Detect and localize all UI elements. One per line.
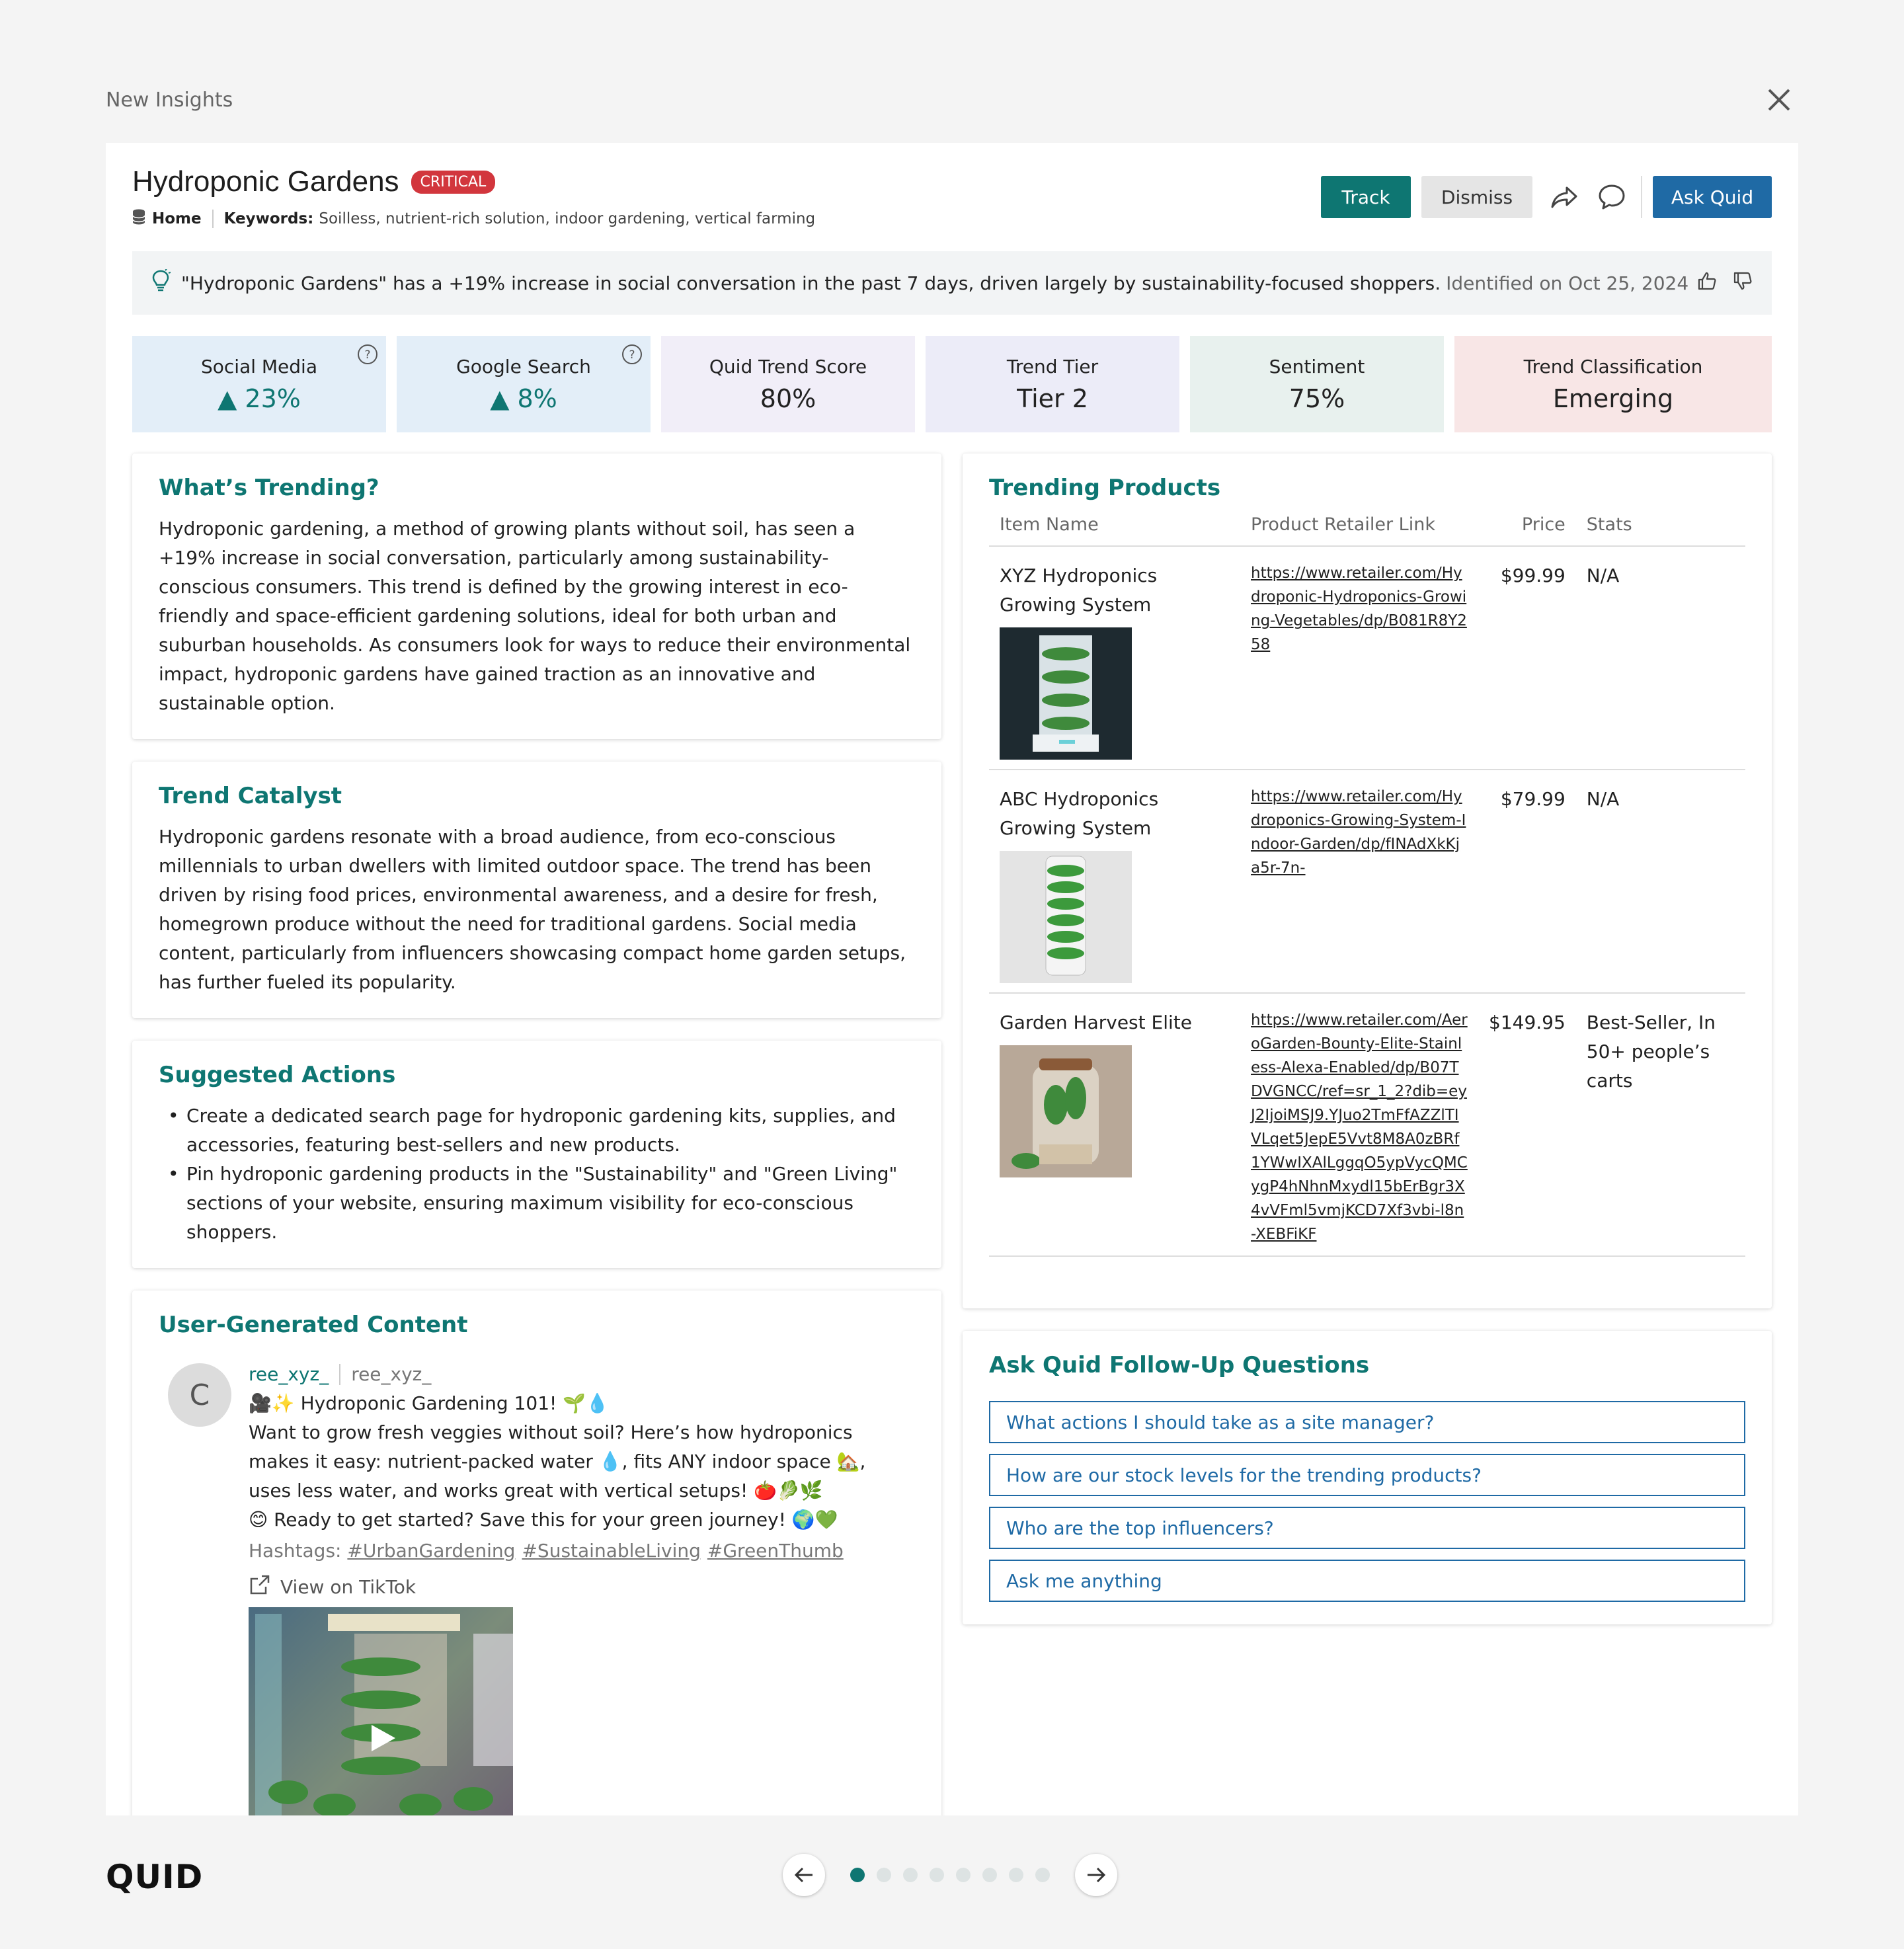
whats-trending-panel [132, 454, 941, 739]
insight-card [106, 143, 1798, 1815]
insight-text: "Hydroponic Gardens" has a +19% increase in social conversation in the past 7 days, driven largely by sustainability-focused shoppers. [181, 272, 1441, 294]
table-row [989, 993, 1745, 1256]
trend-meta [132, 209, 815, 229]
keywords-label: Keywords: [223, 210, 314, 227]
kpi-social-media [132, 336, 386, 432]
kpi-value: Emerging [1552, 383, 1674, 413]
column-header: Price [1478, 508, 1576, 546]
dismiss-button[interactable]: Dismiss [1421, 176, 1532, 218]
product-price: $99.99 [1478, 546, 1576, 770]
dialog-title: New Insights [106, 89, 233, 112]
column-header: Stats [1576, 508, 1745, 546]
kpi-value: 80% [760, 383, 816, 413]
lightbulb-icon [151, 269, 171, 298]
post-line-1: 🎥✨ Hydroponic Gardening 101! 🌱💧 [249, 1392, 609, 1414]
list-item: • Pin hydroponic gardening products in the "Sustainability" and "Green Living" sections of your website, ensuring maximum visibility for eco-conscious shoppers. [159, 1160, 915, 1247]
pager-dot[interactable] [1009, 1868, 1023, 1882]
kpi-quid-trend-score [661, 336, 915, 432]
arrow-left-icon[interactable] [783, 1854, 825, 1896]
hashtag-link[interactable]: #UrbanGardening [347, 1540, 516, 1562]
external-link-icon [249, 1573, 271, 1601]
user-generated-content-panel [132, 1291, 941, 1815]
comment-icon[interactable] [1596, 181, 1628, 213]
pager-dot[interactable] [877, 1868, 891, 1882]
post-username: ree_xyz_ [351, 1363, 432, 1385]
arrow-up-icon: ▲ [490, 383, 518, 413]
arrow-right-icon[interactable] [1075, 1854, 1117, 1896]
product-image [1000, 851, 1132, 983]
product-image [1000, 1045, 1132, 1177]
insight-date: Identified on Oct 25, 2024 [1446, 272, 1689, 294]
action-toolbar [1321, 176, 1772, 218]
kpi-value: ▲ 8% [490, 383, 557, 413]
kpi-label: Trend Tier [1006, 355, 1099, 378]
table-row [989, 546, 1745, 770]
kpi-trend-tier [926, 336, 1179, 432]
panel-title: What’s Trending? [159, 475, 379, 501]
kpi-label: Social Media [200, 355, 317, 378]
follow-up-question[interactable]: What actions I should take as a site manager? [989, 1401, 1745, 1443]
kpi-value: Tier 2 [1017, 383, 1088, 413]
pager-dot[interactable] [956, 1868, 971, 1882]
track-button[interactable]: Track [1321, 176, 1411, 218]
ask-quid-button[interactable]: Ask Quid [1653, 176, 1772, 218]
post-handle[interactable]: ree_xyz_ [249, 1363, 329, 1385]
panel-title: Trending Products [989, 475, 1221, 501]
post-line-3: 😊 Ready to get started? Save this for your green journey! 🌍💚 [249, 1509, 838, 1531]
product-link[interactable]: https://www.retailer.com/Hydroponics-Growing-System-Indoor-Garden/dp/fINAdXkKja5r-7n- [1240, 770, 1478, 993]
suggested-actions-list [159, 1101, 915, 1247]
help-icon[interactable] [357, 344, 378, 368]
column-header: Item Name [989, 508, 1240, 546]
pager-dots [850, 1868, 1050, 1882]
kpi-google-search [397, 336, 651, 432]
product-stats: Best-Seller, In 50+ people’s carts [1576, 993, 1745, 1256]
avatar: C [168, 1363, 231, 1427]
kpi-sentiment [1190, 336, 1444, 432]
kpi-value: ▲ 23% [218, 383, 301, 413]
trend-title: Hydroponic Gardens [132, 165, 399, 198]
keywords-value: Soilless, nutrient-rich solution, indoor gardening, vertical farming [319, 210, 816, 227]
close-icon[interactable] [1765, 86, 1793, 114]
follow-up-question[interactable]: How are our stock levels for the trending products? [989, 1454, 1745, 1496]
left-column [132, 454, 941, 1815]
post-hashtags: Hashtags: #UrbanGardening #SustainableLiving #GreenThumb [249, 1540, 844, 1562]
panel-title: Ask Quid Follow-Up Questions [989, 1352, 1370, 1378]
product-link[interactable]: https://www.retailer.com/Hydroponic-Hydroponics-Growing-Vegetables/dp/B081R8Y258 [1240, 546, 1478, 770]
right-column [963, 454, 1772, 1647]
panel-body: Hydroponic gardening, a method of growing plants without soil, has seen a +19% increase in social conversation, particularly among sustainability-conscious consumers. This trend is defined by the growing interest in eco-friendly and space-efficient gardening solutions, ideal for both urban and suburban households. As consumers look for ways to reduce their environmental impact, hydroponic gardens have gained traction as an innovative and sustainable option. [159, 518, 911, 714]
database-icon [132, 209, 145, 229]
panel-title: Trend Catalyst [159, 783, 342, 809]
video-thumbnail[interactable] [249, 1607, 513, 1815]
product-link[interactable]: https://www.retailer.com/AeroGarden-Bounty-Elite-Stainless-Alexa-Enabled/dp/B07TDVGNCC/ref=sr_1_2?dib=eyJ2IjoiMSJ9.YJuo2TmFfAZZlTIVLqet5JepE5Vvt8M8A0zBRf1YWwIXAlLggqO5ypVycQMCygP4hNhnMxydl15bErBgr3X4vVFml5vmjKCD7Xf3vbi-l8n-XEBFiKF [1240, 993, 1478, 1256]
panel-body: Hydroponic gardens resonate with a broad audience, from eco-conscious millennials to urban dwellers with limited outdoor space. The trend has been driven by rising food prices, environmental awareness, and a desire for fresh, homegrown produce without the need for traditional gardens. Social media content, particularly from influencers showcasing compact home garden setups, has further fueled its popularity. [159, 826, 906, 993]
arrow-up-icon: ▲ [218, 383, 245, 413]
pager-dot[interactable] [903, 1868, 918, 1882]
suggested-actions-panel [132, 1041, 941, 1268]
product-price: $79.99 [1478, 770, 1576, 993]
kpi-value: 75% [1289, 383, 1345, 413]
kpi-label: Trend Classification [1523, 355, 1703, 378]
thumbs-down-icon[interactable] [1732, 270, 1753, 296]
view-on-tiktok-link[interactable]: View on TikTok [249, 1573, 896, 1601]
pager-dot[interactable] [850, 1868, 865, 1882]
kpi-label: Google Search [456, 355, 591, 378]
hashtag-link[interactable]: #SustainableLiving [522, 1540, 701, 1562]
svg-text:?: ? [629, 348, 635, 362]
pager-dot[interactable] [930, 1868, 944, 1882]
product-image [1000, 627, 1132, 760]
ask-anything-input[interactable]: Ask me anything [989, 1560, 1745, 1602]
trend-catalyst-panel [132, 762, 941, 1018]
trending-products-panel [963, 454, 1772, 1308]
follow-up-questions-panel [963, 1331, 1772, 1624]
thumbs-up-icon[interactable] [1696, 270, 1718, 296]
category-label: Home [152, 210, 202, 227]
follow-up-question[interactable]: Who are the top influencers? [989, 1507, 1745, 1549]
pager [783, 1854, 1117, 1896]
product-name: ABC Hydroponics Growing System [1000, 788, 1159, 839]
kpi-label: Sentiment [1269, 355, 1365, 378]
panel-title: Suggested Actions [159, 1062, 396, 1088]
kpi-row [132, 336, 1772, 432]
share-icon[interactable] [1548, 181, 1580, 213]
product-name: Garden Harvest Elite [1000, 1012, 1192, 1033]
critical-badge: CRITICAL [411, 171, 496, 194]
trend-title-row [132, 165, 495, 198]
insight-banner [132, 251, 1772, 315]
column-header: Product Retailer Link [1240, 508, 1478, 546]
help-icon[interactable] [621, 344, 643, 368]
list-item: • Create a dedicated search page for hydroponic gardening kits, supplies, and accessories, featuring best-sellers and new products. [159, 1101, 915, 1160]
kpi-label: Quid Trend Score [709, 355, 867, 378]
svg-text:?: ? [364, 348, 371, 362]
panel-title: User-Generated Content [159, 1312, 468, 1338]
pager-dot[interactable] [1035, 1868, 1050, 1882]
product-name: XYZ Hydroponics Growing System [1000, 565, 1158, 616]
post-line-2: Want to grow fresh veggies without soil? Here’s how hydroponics makes it easy: nutrient-packed water 💧, fits ANY indoor space 🏡, uses less water, and works great with vertical setups! 🍅🥬🌿 [249, 1421, 866, 1501]
product-stats: N/A [1576, 770, 1745, 993]
pager-dot[interactable] [982, 1868, 997, 1882]
ugc-post [249, 1363, 896, 1815]
quid-logo: QUID [106, 1858, 204, 1896]
product-price: $149.95 [1478, 993, 1576, 1256]
table-row [989, 770, 1745, 993]
products-table [989, 508, 1745, 1257]
kpi-trend-classification [1454, 336, 1772, 432]
hashtag-link[interactable]: #GreenThumb [707, 1540, 844, 1562]
product-stats: N/A [1576, 546, 1745, 770]
